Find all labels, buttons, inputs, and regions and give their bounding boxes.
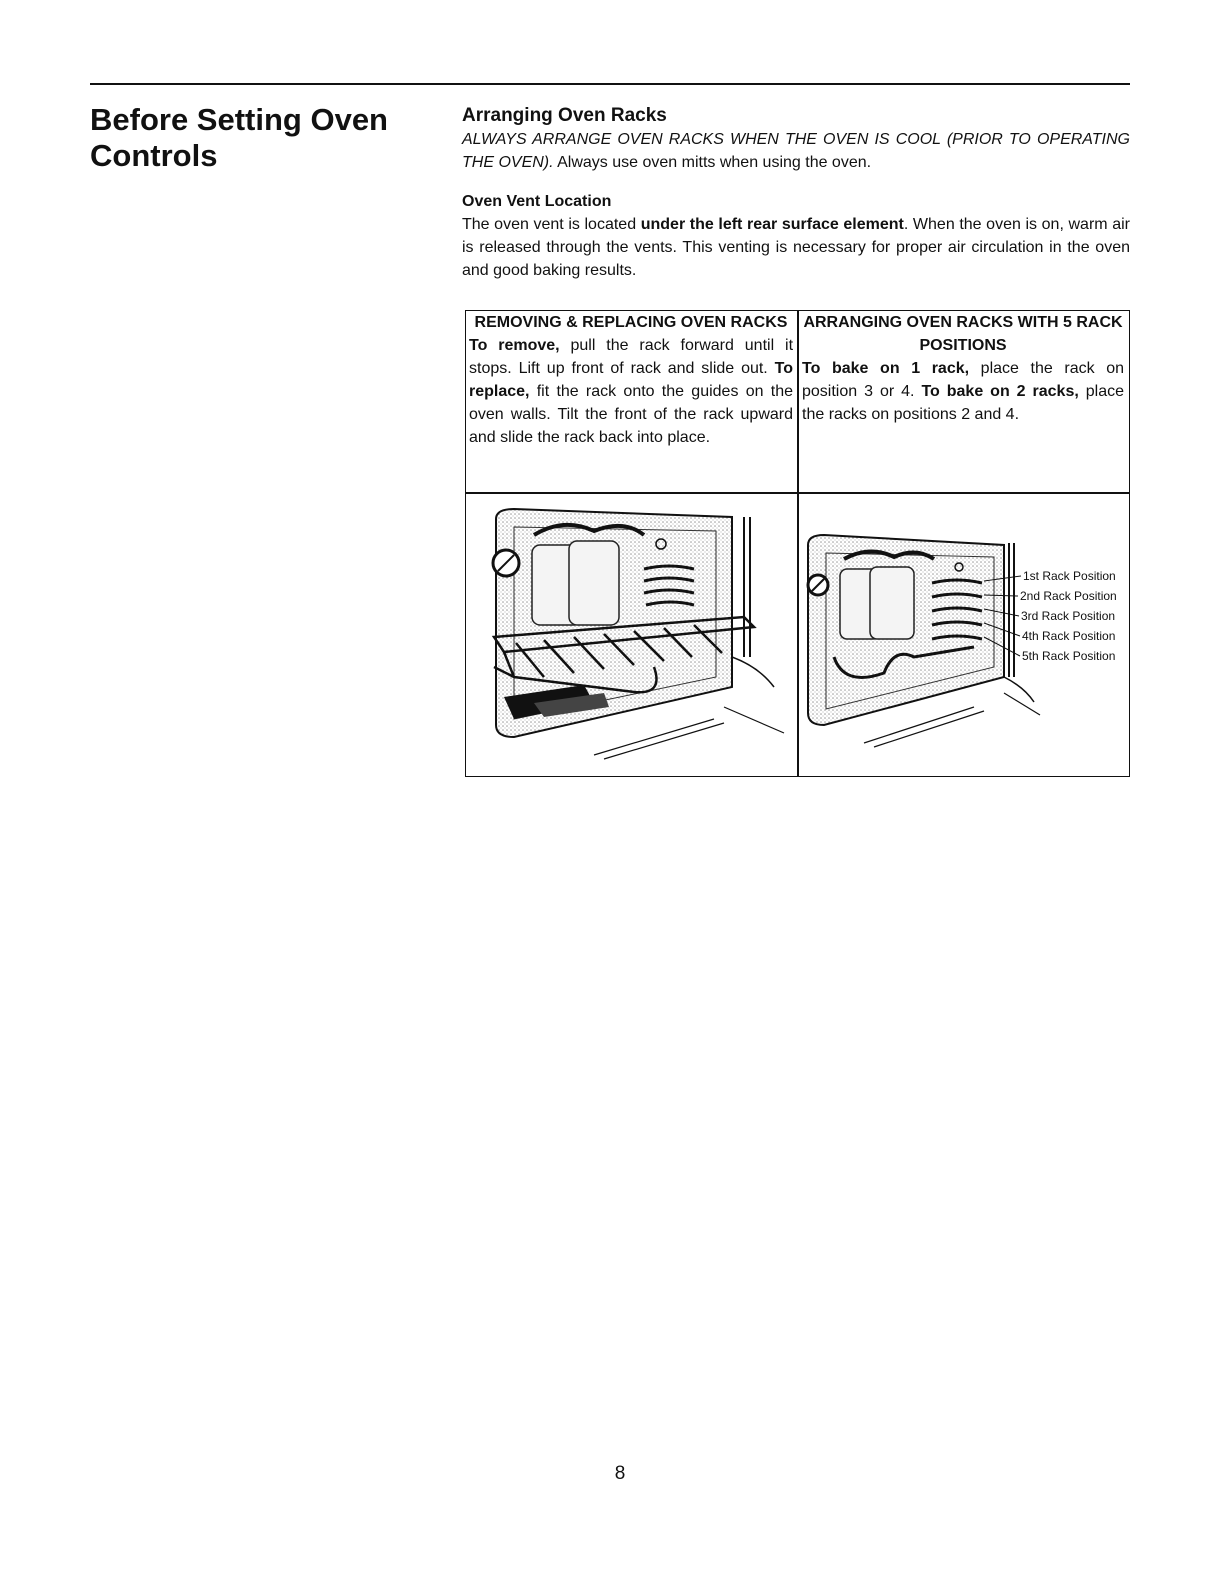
- removing-heading: REMOVING & REPLACING OVEN RACKS: [474, 314, 788, 331]
- arranging-heading: Arranging Oven Racks: [462, 105, 667, 126]
- to-replace-label: To replace,: [469, 360, 793, 400]
- rack-positions-text: [802, 357, 1124, 426]
- rack-table: [465, 310, 1130, 777]
- rack-position-1-label: 1st Rack Position: [1023, 569, 1116, 583]
- vent-paragraph: [462, 213, 1130, 282]
- main-content: [462, 104, 1130, 282]
- removing-cell: [469, 311, 793, 449]
- vent-text-bold: under the left rear surface element: [640, 216, 904, 233]
- rack-positions-heading: ARRANGING OVEN RACKS WITH 5 RACK POSITIONS: [803, 314, 1123, 354]
- section-title: Before Setting Oven Controls: [90, 102, 388, 173]
- vent-heading: Oven Vent Location: [462, 193, 612, 210]
- removing-text: [469, 334, 793, 449]
- arranging-note: Always use oven mitts when using the oven.: [553, 154, 872, 171]
- rack-position-4-label: 4th Rack Position: [1022, 629, 1116, 643]
- arranging-cell: [802, 311, 1124, 426]
- page-number: 8: [614, 1463, 626, 1484]
- table-row-divider: [466, 492, 1129, 494]
- two-racks-label: To bake on 2 racks,: [921, 383, 1079, 400]
- replace-instructions: fit the rack onto the guides on the oven walls. Tilt the front of the rack upward and slide the rack back into place.: [469, 383, 793, 446]
- one-rack-label: To bake on 1 rack,: [802, 360, 970, 377]
- table-column-divider: [797, 311, 799, 776]
- top-rule: [90, 83, 1130, 85]
- vent-text-2: . When the oven is on, warm air is released through the vents. This venting is necessary for proper air circulation in the oven and good baking results.: [462, 216, 1131, 279]
- rack-position-3-label: 3rd Rack Position: [1021, 609, 1116, 623]
- rack-positions-illustration: [804, 497, 1128, 769]
- arranging-warning: ALWAYS ARRANGE OVEN RACKS WHEN THE OVEN IS COOL (PRIOR TO OPERATING THE OVEN).: [462, 131, 1130, 171]
- to-remove-label: To remove,: [469, 337, 560, 354]
- rack-position-2-label: 2nd Rack Position: [1020, 589, 1117, 603]
- vent-text-1: The oven vent is located: [462, 216, 641, 233]
- two-racks-instructions: place the racks on positions 2 and 4.: [802, 383, 1124, 423]
- rack-removal-illustration: [474, 497, 790, 769]
- rack-position-5-label: 5th Rack Position: [1022, 649, 1116, 663]
- one-rack-instructions: place the rack on position 3 or 4.: [802, 360, 1124, 400]
- remove-instructions: pull the rack forward until it stops. Lift up front of rack and slide out.: [469, 337, 794, 377]
- arranging-paragraph: [462, 128, 1130, 174]
